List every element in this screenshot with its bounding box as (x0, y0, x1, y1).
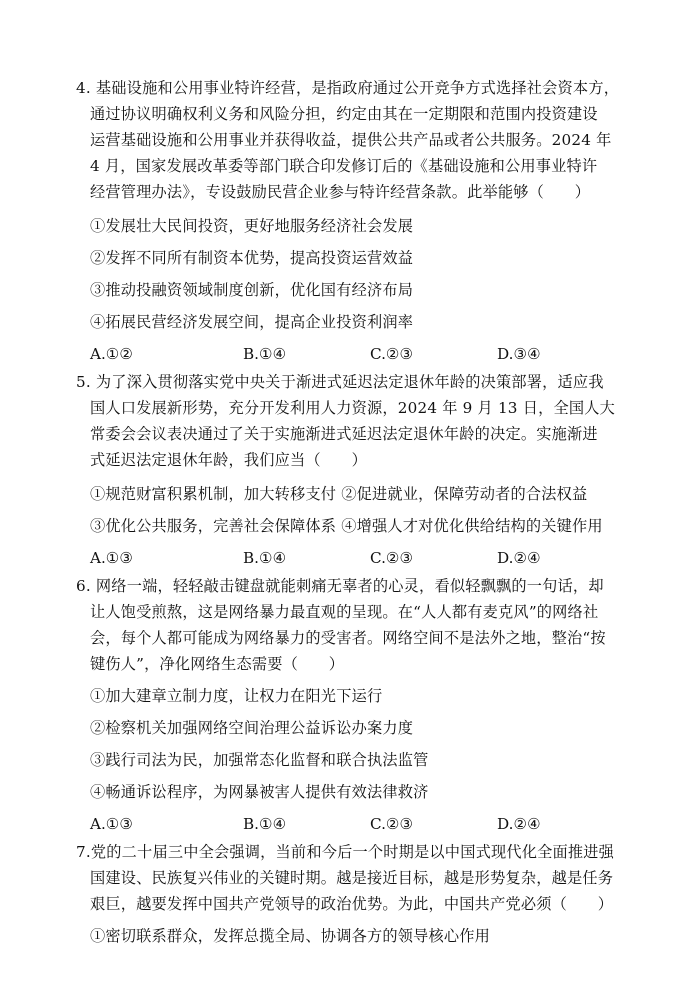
option-line: ③优化公共服务，完善社会保障体系 ④增强人才对优化供给结构的关键作用 (90, 517, 603, 535)
option-line: ①密切联系群众，发挥总揽全局、协调各方的领导核心作用 (90, 927, 491, 945)
choice-a: A.①③ (90, 549, 134, 567)
choice-b: B.①④ (243, 345, 287, 363)
choice-b: B.①④ (243, 549, 287, 567)
choice-b: B.①④ (243, 815, 287, 833)
question-stem-line: 经营管理办法》，专设鼓励民营企业参与特许经营条款。此举能够（ ） (90, 183, 591, 201)
question-stem-line: 常委会会议表决通过了关于实施渐进式延迟法定退休年龄的决定。实施渐进 (90, 425, 598, 443)
option-line: ③践行司法为民，加强常态化监督和联合执法监管 (90, 751, 429, 769)
question-stem-line: 会，每个人都可能成为网络暴力的受害者。网络空间不是法外之地，整治“按 (90, 629, 606, 647)
question-stem-line: 式延迟法定退休年龄，我们应当（ ） (90, 451, 367, 469)
choice-d: D.③④ (497, 345, 541, 363)
option-line: ③推动投融资领域制度创新，优化国有经济布局 (90, 281, 414, 299)
option-line: ②发挥不同所有制资本优势，提高投资运营效益 (90, 249, 414, 267)
option-line: ④畅通诉讼程序，为网暴被害人提供有效法律救济 (90, 783, 429, 801)
question-stem-line: 6. 网络一端，轻轻敲击键盘就能刺痛无辜者的心灵，看似轻飘飘的一句话，却 (76, 577, 604, 595)
choice-d: D.②④ (497, 815, 541, 833)
question-stem-line: 7.党的二十届三中全会强调，当前和今后一个时期是以中国式现代化全面推进强 (76, 843, 615, 861)
question-stem-line: 键伤人”，净化网络生态需要（ ） (90, 655, 345, 673)
question-stem-line: 国建设、民族复兴伟业的关键时期。越是接近目标，越是形势复杂，越是任务 (90, 869, 614, 887)
choice-c: C.②③ (370, 815, 414, 833)
question-stem-line: 4. 基础设施和公用事业特许经营，是指政府通过公开竞争方式选择社会资本方， (76, 79, 620, 97)
question-stem-line: 通过协议明确权利义务和风险分担，约定由其在一定期限和范围内投资建设 (90, 105, 598, 123)
choice-d: D.②④ (497, 549, 541, 567)
question-stem-line: 5. 为了深入贯彻落实党中央关于渐进式延迟法定退休年龄的决策部署，适应我 (76, 373, 604, 391)
question-stem-line: 艰巨，越要发挥中国共产党领导的政治优势。为此，中国共产党必须（ ） (90, 895, 614, 913)
choice-c: C.②③ (370, 549, 414, 567)
question-stem-line: 国人口发展新形势，充分开发利用人力资源，2024 年 9 月 13 日，全国人大 (90, 399, 616, 417)
choice-a: A.①③ (90, 815, 134, 833)
question-stem-line: 运营基础设施和公用事业并获得收益，提供公共产品或者公共服务。2024 年 (90, 131, 612, 149)
option-line: ①规范财富积累机制，加大转移支付 ②促进就业，保障劳动者的合法权益 (90, 485, 588, 503)
choice-c: C.②③ (370, 345, 414, 363)
option-line: ④拓展民营经济发展空间，提高企业投资利润率 (90, 313, 414, 331)
option-line: ②检察机关加强网络空间治理公益诉讼办案力度 (90, 719, 414, 737)
option-line: ①发展壮大民间投资，更好地服务经济社会发展 (90, 217, 414, 235)
option-line: ①加大建章立制力度，让权力在阳光下运行 (90, 687, 383, 705)
choice-a: A.①② (90, 345, 134, 363)
question-stem-line: 4 月，国家发展改革委等部门联合印发修订后的《基础设施和公用事业特许 (90, 157, 598, 175)
question-stem-line: 让人饱受煎熬，这是网络暴力最直观的呈现。在“人人都有麦克风”的网络社 (90, 603, 599, 621)
